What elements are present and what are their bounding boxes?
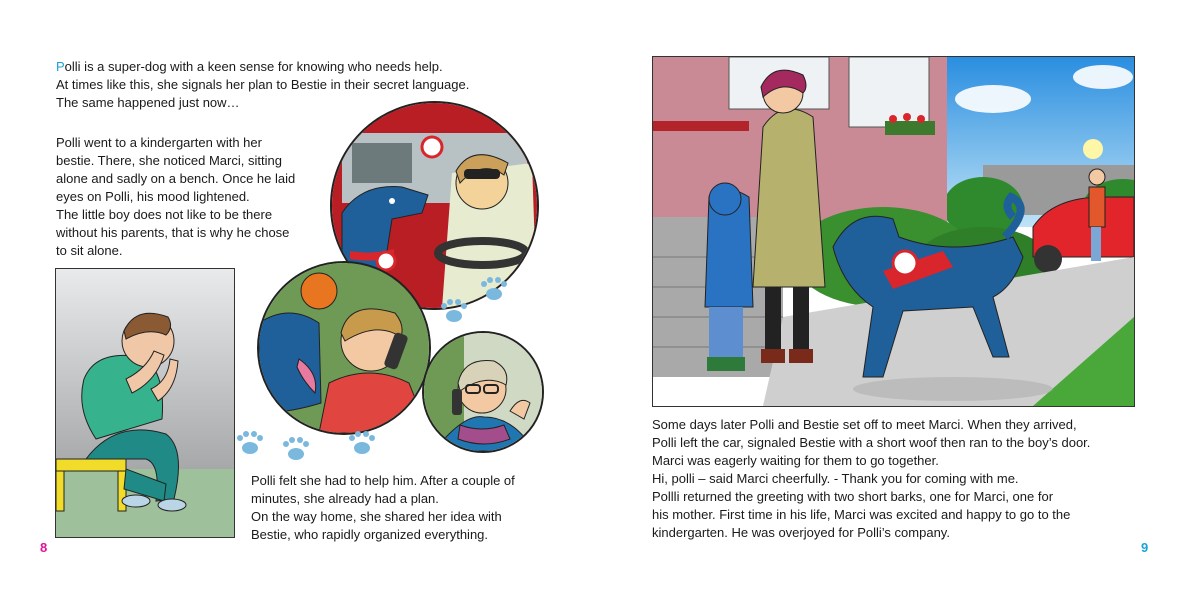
text-line: minutes, she already had a plan. [251, 491, 439, 506]
dog-badge-icon [377, 252, 395, 270]
phone-call-illustration [257, 261, 431, 435]
text-line: alone and sadly on a bench. Once he laid [56, 171, 296, 186]
story-paragraph-2 [56, 134, 326, 260]
text-line: to sit alone. [56, 243, 123, 258]
text-line: Marci was eagerly waiting for them to go together. [652, 453, 939, 468]
left-page [0, 0, 595, 596]
street-scene-illustration [652, 56, 1135, 407]
page-number-right: 9 [1141, 540, 1149, 555]
text-line: Pollli returned the greeting with two short barks, one for Marci, one for [652, 489, 1054, 504]
text-line: eyes on Polli, his mood lightened. [56, 189, 250, 204]
paw-print-icon [434, 268, 514, 338]
text-line: Polli went to a kindergarten with her [56, 135, 262, 150]
page-number-left: 8 [40, 540, 48, 555]
text-line: Some days later Polli and Bestie set off to meet Marci. When they arrived, [652, 417, 1077, 432]
intro-paragraph [56, 58, 556, 112]
intro-line-3: The same happened just now… [56, 95, 240, 110]
text-line: Hi, polli – said Marci cheerfully. - Thank you for coming with me. [652, 471, 1019, 486]
text-line: Bestie, who rapidly organized everything. [251, 527, 489, 542]
text-line: his mother. First time in his life, Marci was excited and happy to go to the [652, 507, 1071, 522]
text-line: bestie. There, she noticed Marci, sitting [56, 153, 282, 168]
intro-line-2: At times like this, she signals her plan to Bestie in their secret language. [56, 77, 470, 92]
intro-line-1: olli is a super-dog with a keen sense for knowing who needs help. [64, 59, 443, 74]
paw-print-icon [232, 418, 382, 468]
story-paragraph-3 [251, 472, 561, 544]
text-line: The little boy does not like to be there [56, 207, 273, 222]
text-line: Polli left the car, signaled Bestie with a short woof then ran to the boy’s door. [652, 435, 1091, 450]
boy-on-bench-illustration [55, 268, 235, 538]
dog-badge-icon [893, 251, 917, 275]
text-line: kindergarten. He was overjoyed for Polli’s company. [652, 525, 950, 540]
grandma-call-illustration [422, 331, 544, 453]
story-paragraph-right [652, 416, 1172, 542]
text-line: On the way home, she shared her idea with [251, 509, 502, 524]
drop-cap: P [56, 59, 65, 74]
text-line: without his parents, that is why he chose [56, 225, 290, 240]
text-line: Polli felt she had to help him. After a couple of [251, 473, 515, 488]
right-page [596, 0, 1191, 596]
